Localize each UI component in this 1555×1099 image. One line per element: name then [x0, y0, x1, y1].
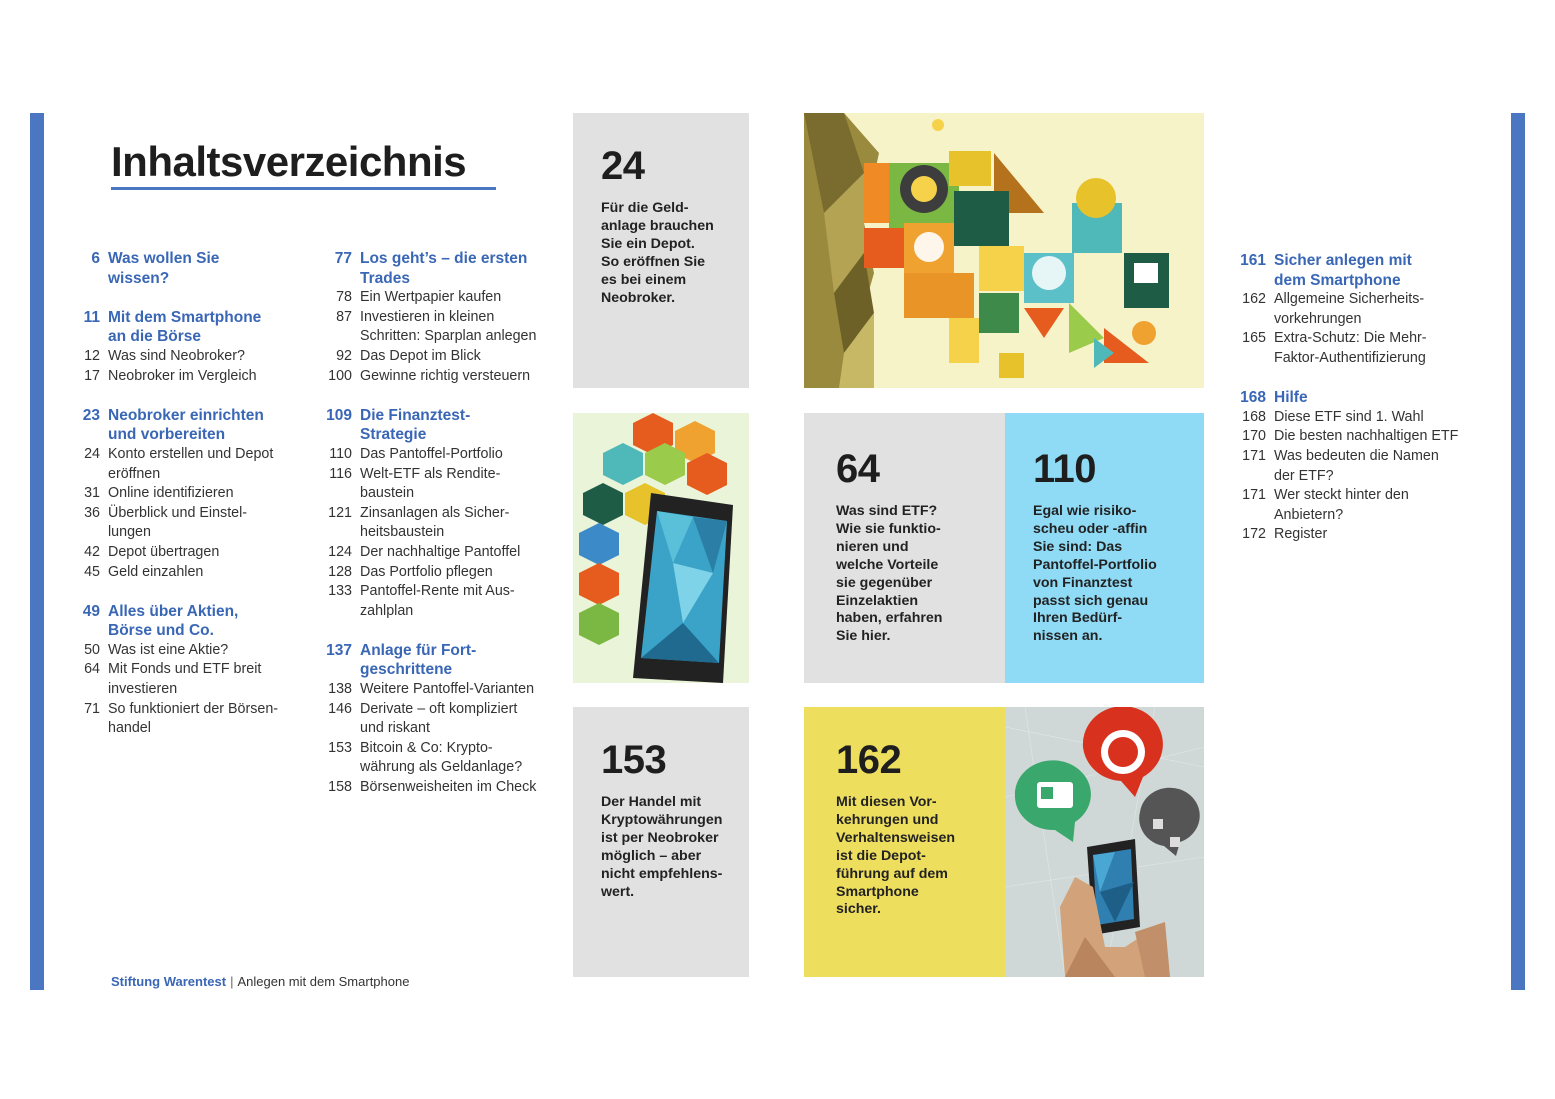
toc-entry	[1235, 447, 1495, 486]
line-text: Börse und Co.	[108, 622, 214, 640]
toc-entry	[321, 563, 561, 583]
toc-entry	[72, 543, 312, 563]
line-text: Börsenweisheiten im Check	[360, 779, 537, 796]
teaser-box-64	[804, 413, 1005, 683]
line-text: und vorbereiten	[108, 426, 226, 444]
toc-chapter	[72, 406, 312, 582]
entry-page-number: 12	[84, 347, 100, 364]
line-text: Was bedeuten die Namen	[1274, 447, 1439, 464]
teaser-box-162	[804, 707, 1005, 977]
entry-page-number: 24	[84, 445, 100, 462]
footer-book-title: Anlegen mit dem Smartphone	[237, 974, 410, 989]
right-accent-bar	[1511, 113, 1525, 990]
entry-page-number: 31	[84, 485, 100, 502]
line-text: lungen	[108, 524, 151, 541]
line-text: Trades	[360, 269, 410, 287]
chapter-heading	[1235, 251, 1495, 290]
entry-page-number: 165	[1242, 330, 1266, 347]
line-text: Der nachhaltige Pantoffel	[360, 543, 521, 560]
toc-entry	[321, 543, 561, 563]
line-text: Mit dem Smartphone	[108, 308, 262, 326]
toc-entry	[321, 504, 561, 543]
teaser-text: Der Handel mit Kryptowährungen ist per Neobroker möglich – aber nicht empfehlens- wert.	[601, 794, 723, 900]
line-text: So funktioniert der Börsen-	[108, 700, 279, 717]
entry-page-number: 138	[328, 681, 352, 698]
chapter-page-number: 6	[91, 250, 100, 267]
entry-page-number: 124	[328, 543, 352, 560]
toc-entry	[321, 288, 561, 308]
toc-chapter	[1235, 251, 1495, 369]
chapter-page-number: 137	[326, 641, 352, 659]
title-underline	[111, 187, 496, 190]
line-text: Das Pantoffel-Portfolio	[360, 445, 503, 462]
line-text: Das Portfolio pflegen	[360, 563, 493, 580]
smartphone-collage-image	[573, 413, 749, 683]
entry-page-number: 42	[84, 543, 100, 560]
chapter-heading	[72, 308, 312, 347]
line-text: eröffnen	[108, 465, 161, 482]
chapter-heading	[1235, 388, 1495, 408]
teaser-page-number: 153	[601, 738, 667, 782]
toc-chapter	[321, 641, 561, 798]
teaser-box-153	[573, 707, 749, 977]
line-text: investieren	[108, 681, 178, 698]
line-text: vorkehrungen	[1274, 310, 1362, 327]
line-text: Geld einzahlen	[108, 563, 204, 580]
toc-entry	[321, 680, 561, 700]
toc-column-2	[321, 249, 561, 798]
entry-page-number: 172	[1242, 526, 1266, 543]
teaser-text: Egal wie risiko- scheu oder -affin Sie sind: Das Pantoffel-Portfolio von Finanztest passt sich genau Ihren Bedürf- nissen an.	[1033, 503, 1157, 645]
entry-page-number: 158	[328, 779, 352, 796]
toc-entry	[321, 308, 561, 347]
chapter-heading	[72, 602, 312, 641]
entry-page-number: 92	[336, 347, 352, 364]
entry-page-number: 116	[329, 465, 352, 482]
line-text: dem Smartphone	[1274, 271, 1401, 289]
line-text: Pantoffel-Rente mit Aus-	[360, 583, 515, 600]
line-text: heitsbaustein	[360, 524, 445, 541]
teaser-page-number: 24	[601, 144, 645, 188]
chapter-page-number: 11	[83, 308, 100, 326]
chapter-heading	[321, 406, 561, 445]
line-text: Was sind Neobroker?	[108, 347, 245, 364]
toc-entry	[321, 739, 561, 778]
line-text: geschrittene	[360, 661, 453, 679]
line-text: zahlplan	[360, 602, 414, 619]
toc-entry	[72, 445, 312, 484]
toc-entry	[72, 504, 312, 543]
entry-page-number: 162	[1242, 291, 1266, 308]
line-text: an die Börse	[108, 328, 202, 346]
chapter-page-number: 109	[326, 406, 352, 424]
line-text: Strategie	[360, 426, 427, 444]
line-text: Neobroker einrichten	[108, 406, 264, 424]
entry-page-number: 50	[84, 641, 100, 658]
line-text: Allgemeine Sicherheits-	[1274, 291, 1425, 308]
line-text: Alles über Aktien,	[108, 602, 239, 620]
line-text: Was wollen Sie	[108, 250, 220, 267]
toc-entry	[72, 660, 312, 699]
line-text: Was ist eine Aktie?	[108, 641, 229, 658]
toc-entry	[321, 582, 561, 621]
toc-entry	[72, 347, 312, 367]
teaser-text: Was sind ETF? Wie sie funktio- nieren und welche Vorteile sie gegenüber Einzelaktien haben, erfahren Sie hier.	[836, 503, 943, 645]
line-text: Die besten nachhaltigen ETF	[1274, 428, 1459, 445]
entry-page-number: 171	[1242, 487, 1266, 504]
line-text: währung als Geldanlage?	[360, 759, 523, 776]
line-text: wissen?	[108, 269, 170, 287]
teaser-box-110	[1005, 413, 1204, 683]
line-text: und riskant	[360, 720, 430, 737]
line-text: Das Depot im Blick	[360, 347, 481, 364]
chapter-page-number: 23	[82, 406, 100, 424]
page-footer	[111, 974, 409, 989]
line-text: Konto erstellen und Depot	[108, 445, 274, 462]
toc-entry	[1235, 408, 1495, 428]
toc-entry	[1235, 329, 1495, 368]
page-title: Inhaltsverzeichnis	[111, 138, 467, 185]
toc-entry	[72, 641, 312, 661]
entry-page-number: 128	[328, 563, 352, 580]
illustration-finance-icons	[804, 113, 1204, 388]
line-text: Diese ETF sind 1. Wahl	[1274, 408, 1424, 425]
line-text: Los geht’s – die ersten	[360, 250, 528, 267]
toc-entry	[321, 445, 561, 465]
teaser-page-number: 110	[1033, 447, 1097, 491]
line-text: Ein Wertpapier kaufen	[360, 289, 502, 306]
line-text: Neobroker im Vergleich	[108, 367, 257, 384]
toc-chapter	[72, 602, 312, 739]
toc-entry	[72, 700, 312, 739]
chapter-heading	[72, 249, 312, 288]
entry-page-number: 168	[1242, 408, 1266, 425]
line-text: Welt-ETF als Rendite-	[360, 465, 501, 482]
toc-entry	[321, 465, 561, 504]
line-text: der ETF?	[1274, 467, 1334, 484]
toc-column-1	[72, 249, 312, 739]
footer-separator: |	[230, 974, 234, 989]
toc-entry	[321, 778, 561, 798]
footer-brand: Stiftung Warentest	[111, 974, 227, 989]
toc-entry	[72, 563, 312, 583]
line-text: Derivate – oft kompliziert	[360, 700, 518, 717]
entry-page-number: 36	[84, 504, 100, 521]
toc-entry	[1235, 290, 1495, 329]
toc-entry	[72, 484, 312, 504]
entry-page-number: 110	[329, 445, 352, 462]
chapter-heading	[321, 249, 561, 288]
toc-chapter	[72, 308, 312, 386]
line-text: Mit Fonds und ETF breit	[108, 661, 262, 678]
line-text: Wer steckt hinter den	[1274, 487, 1409, 504]
teaser-text: Für die Geld- anlage brauchen Sie ein Depot. So eröffnen Sie es bei einem Neobroker.	[601, 200, 714, 306]
security-collage-image	[1005, 707, 1204, 977]
line-text: Faktor-Authentifizierung	[1274, 349, 1426, 366]
line-text: baustein	[360, 485, 415, 502]
line-text: Zinsanlagen als Sicher-	[360, 504, 510, 521]
line-text: Gewinne richtig versteuern	[360, 367, 531, 384]
entry-page-number: 78	[336, 289, 352, 306]
entry-page-number: 121	[328, 504, 352, 521]
line-text: Extra-Schutz: Die Mehr-	[1274, 330, 1427, 347]
chapter-heading	[72, 406, 312, 445]
toc-chapter	[72, 249, 312, 288]
left-accent-bar	[30, 113, 44, 990]
chapter-heading	[321, 641, 561, 680]
line-text: Investieren in kleinen	[360, 308, 495, 325]
line-text: Sicher anlegen mit	[1274, 252, 1412, 269]
line-text: Schritten: Sparplan anlegen	[360, 328, 537, 345]
line-text: Register	[1274, 526, 1328, 543]
chapter-page-number: 161	[1240, 252, 1266, 269]
teaser-text: Mit diesen Vor- kehrungen und Verhaltensweisen ist die Depot- führung auf dem Smartphone sicher.	[836, 794, 956, 918]
line-text: Depot übertragen	[108, 543, 220, 560]
line-text: Online identifizieren	[108, 485, 234, 502]
line-text: Überblick und Einstel-	[108, 504, 248, 521]
teaser-page-number: 64	[836, 447, 880, 491]
line-text: Die Finanztest-	[360, 406, 471, 424]
entry-page-number: 87	[336, 308, 352, 325]
toc-chapter	[1235, 388, 1495, 545]
entry-page-number: 170	[1242, 428, 1266, 445]
entry-page-number: 171	[1242, 447, 1266, 464]
toc-entry	[72, 367, 312, 387]
line-text: Hilfe	[1274, 389, 1308, 407]
entry-page-number: 153	[328, 739, 352, 756]
entry-page-number: 17	[84, 367, 100, 384]
entry-page-number: 71	[84, 700, 100, 717]
entry-page-number: 146	[328, 700, 352, 717]
toc-entry	[321, 367, 561, 387]
chapter-page-number: 49	[82, 602, 100, 620]
entry-page-number: 64	[84, 661, 100, 678]
toc-entry	[321, 700, 561, 739]
toc-chapter	[321, 249, 561, 386]
line-text: Anlage für Fort-	[360, 641, 477, 659]
finance-collage-image	[804, 113, 1204, 388]
toc-entry	[1235, 427, 1495, 447]
toc-entry	[1235, 486, 1495, 525]
line-text: Anbietern?	[1274, 506, 1344, 523]
chapter-page-number: 168	[1240, 389, 1266, 407]
toc-column-3	[1235, 251, 1495, 545]
line-text: Bitcoin & Co: Krypto-	[360, 739, 493, 756]
toc-entry	[1235, 525, 1495, 545]
toc-entry	[321, 347, 561, 367]
teaser-box-24	[573, 113, 749, 388]
line-text: handel	[108, 720, 151, 737]
illustration-smartphone-hexagons	[573, 413, 749, 683]
illustration-phone-bubbles	[1005, 707, 1204, 977]
entry-page-number: 45	[84, 563, 100, 580]
line-text: Weitere Pantoffel-Varianten	[360, 681, 535, 698]
entry-page-number: 133	[328, 583, 352, 600]
chapter-page-number: 77	[334, 250, 352, 267]
entry-page-number: 100	[328, 367, 352, 384]
teaser-page-number: 162	[836, 738, 902, 782]
toc-chapter	[321, 406, 561, 622]
